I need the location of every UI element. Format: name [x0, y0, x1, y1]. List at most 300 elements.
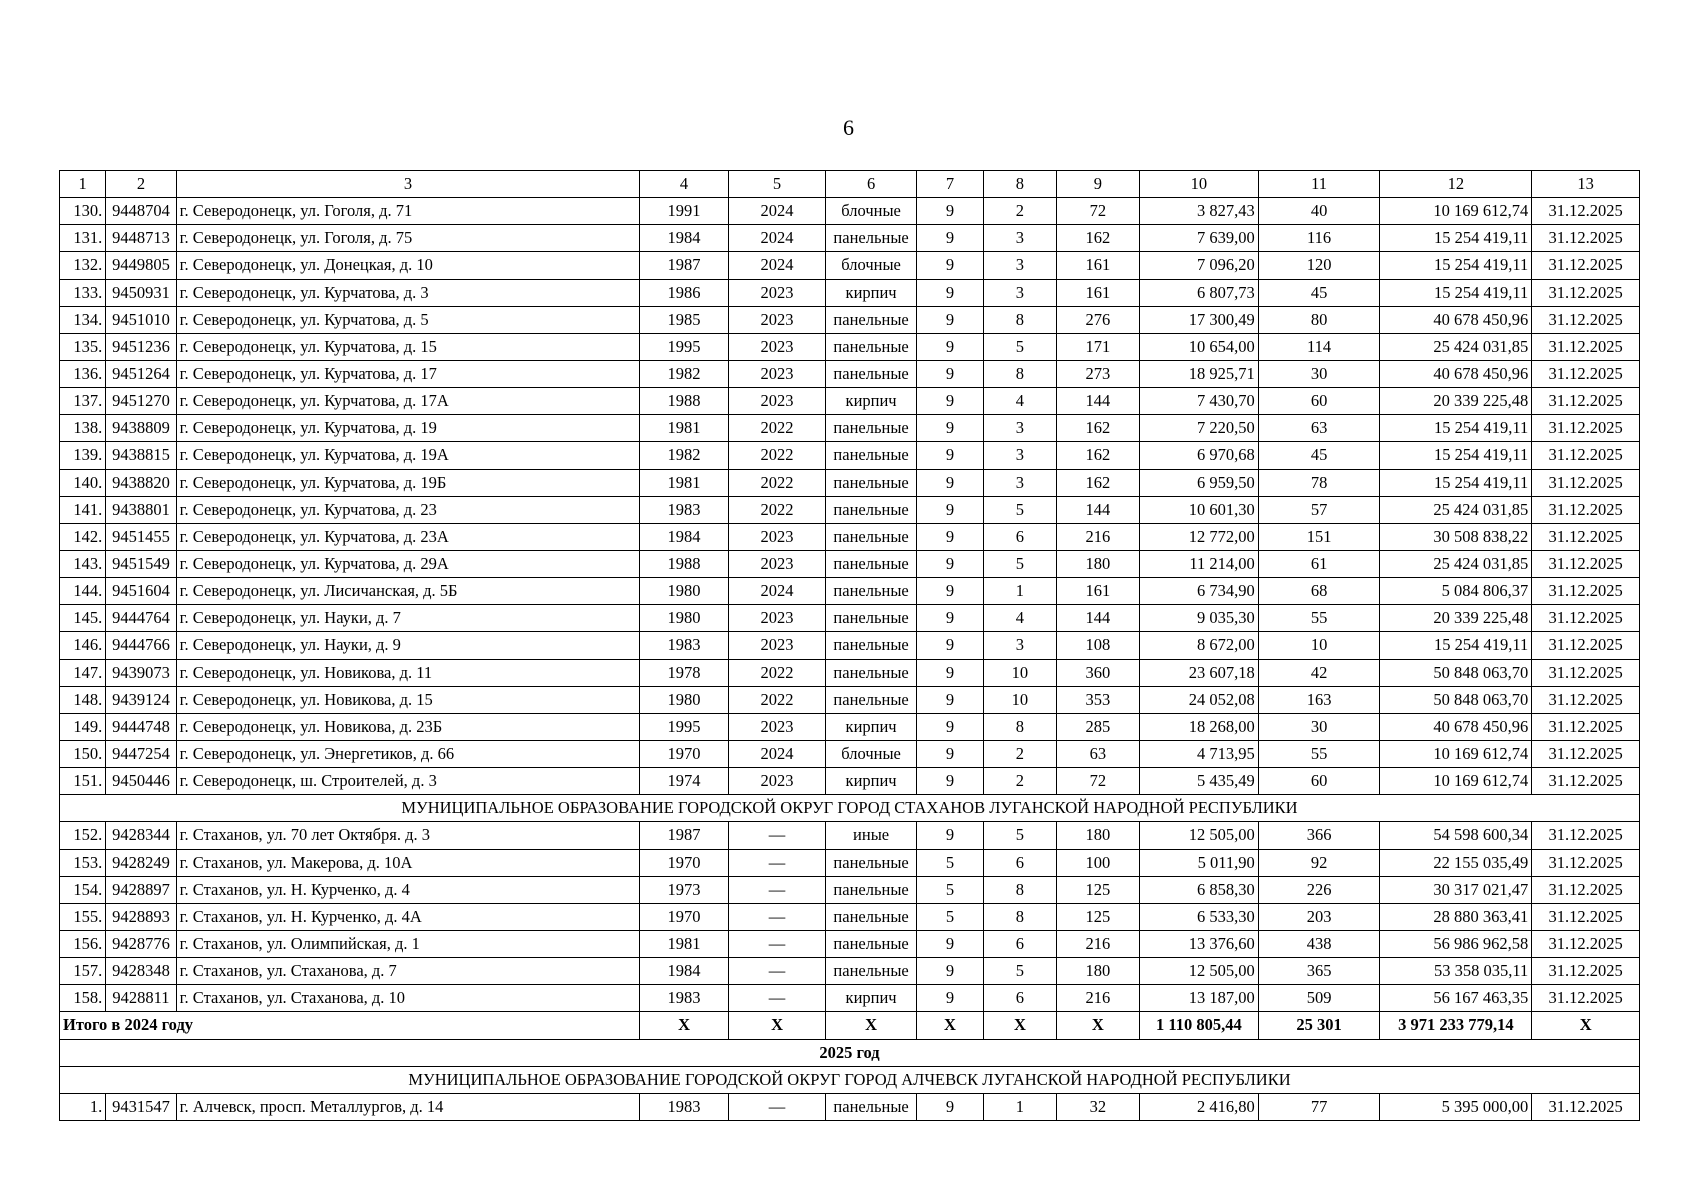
- table-row: [60, 903, 1640, 930]
- table-cell: 1980: [640, 686, 729, 713]
- table-cell: 2022: [728, 496, 826, 523]
- table-cell: 9438815: [106, 442, 176, 469]
- table-cell: 9: [916, 496, 983, 523]
- table-cell: г. Северодонецк, ул. Курчатова, д. 19Б: [176, 469, 640, 496]
- table-cell: 2023: [728, 605, 826, 632]
- table-cell: 9: [916, 306, 983, 333]
- table-cell: 9444764: [106, 605, 176, 632]
- table-cell: 162: [1056, 225, 1139, 252]
- total-cell: Х: [826, 1012, 917, 1039]
- table-row: [60, 686, 1640, 713]
- table-cell: 5: [984, 496, 1056, 523]
- table-cell: г. Стаханов, ул. Олимпийская, д. 1: [176, 930, 640, 957]
- table-cell: 1980: [640, 578, 729, 605]
- table-cell: 15 254 419,11: [1380, 252, 1532, 279]
- table-cell: 15 254 419,11: [1380, 279, 1532, 306]
- table-cell: 1984: [640, 958, 729, 985]
- table-cell: 1987: [640, 252, 729, 279]
- table-cell: 9451455: [106, 523, 176, 550]
- column-number-cell: 5: [728, 171, 826, 198]
- table-cell: 137.: [60, 388, 106, 415]
- table-cell: 171: [1056, 333, 1139, 360]
- table-cell: 31.12.2025: [1532, 279, 1640, 306]
- table-cell: 15 254 419,11: [1380, 225, 1532, 252]
- table-cell: 18 268,00: [1140, 713, 1259, 740]
- total-cell: Х: [1056, 1012, 1139, 1039]
- column-number-cell: 13: [1532, 171, 1640, 198]
- table-cell: г. Северодонецк, ул. Курчатова, д. 19: [176, 415, 640, 442]
- column-number-cell: 2: [106, 171, 176, 198]
- table-cell: 30: [1258, 713, 1380, 740]
- table-cell: 5: [916, 849, 983, 876]
- table-cell: 9451604: [106, 578, 176, 605]
- table-cell: 5: [916, 876, 983, 903]
- table-cell: 2024: [728, 740, 826, 767]
- table-cell: 92: [1258, 849, 1380, 876]
- table-cell: 9438801: [106, 496, 176, 523]
- table-cell: 12 772,00: [1140, 523, 1259, 550]
- table-cell: 31.12.2025: [1532, 930, 1640, 957]
- table-cell: 7 430,70: [1140, 388, 1259, 415]
- table-cell: —: [728, 958, 826, 985]
- table-cell: 31.12.2025: [1532, 225, 1640, 252]
- table-cell: 13 376,60: [1140, 930, 1259, 957]
- table-cell: г. Северодонецк, ул. Гоголя, д. 71: [176, 198, 640, 225]
- table-cell: 31.12.2025: [1532, 306, 1640, 333]
- table-row: [60, 360, 1640, 387]
- table-cell: 78: [1258, 469, 1380, 496]
- table-cell: 138.: [60, 415, 106, 442]
- table-cell: 360: [1056, 659, 1139, 686]
- table-cell: панельные: [826, 360, 917, 387]
- table-cell: г. Стаханов, ул. 70 лет Октября. д. 3: [176, 822, 640, 849]
- table-cell: панельные: [826, 523, 917, 550]
- table-cell: 2: [984, 768, 1056, 795]
- table-cell: г. Северодонецк, ш. Строителей, д. 3: [176, 768, 640, 795]
- table-cell: панельные: [826, 605, 917, 632]
- table-cell: 1995: [640, 713, 729, 740]
- table-cell: 1988: [640, 388, 729, 415]
- table-cell: 13 187,00: [1140, 985, 1259, 1012]
- total-row: [60, 1012, 1640, 1039]
- table-cell: 1995: [640, 333, 729, 360]
- table-cell: 2: [984, 198, 1056, 225]
- table-cell: 40 678 450,96: [1380, 360, 1532, 387]
- table-cell: 31.12.2025: [1532, 985, 1640, 1012]
- table-cell: панельные: [826, 442, 917, 469]
- table-cell: 9: [916, 605, 983, 632]
- table-cell: 22 155 035,49: [1380, 849, 1532, 876]
- column-number-cell: 4: [640, 171, 729, 198]
- table-cell: 31.12.2025: [1532, 388, 1640, 415]
- table-cell: 161: [1056, 252, 1139, 279]
- table-body: [60, 171, 1640, 1121]
- table-cell: 8: [984, 360, 1056, 387]
- table-cell: 6 807,73: [1140, 279, 1259, 306]
- table-cell: панельные: [826, 930, 917, 957]
- table-cell: 203: [1258, 903, 1380, 930]
- table-cell: 142.: [60, 523, 106, 550]
- table-cell: 7 639,00: [1140, 225, 1259, 252]
- table-cell: 276: [1056, 306, 1139, 333]
- table-cell: 31.12.2025: [1532, 496, 1640, 523]
- table-cell: блочные: [826, 198, 917, 225]
- table-cell: 131.: [60, 225, 106, 252]
- table-cell: панельные: [826, 903, 917, 930]
- table-cell: 1981: [640, 930, 729, 957]
- table-cell: 116: [1258, 225, 1380, 252]
- table-cell: 63: [1056, 740, 1139, 767]
- table-cell: 1983: [640, 496, 729, 523]
- table-cell: 10 169 612,74: [1380, 198, 1532, 225]
- table-cell: 9450446: [106, 768, 176, 795]
- table-cell: 1974: [640, 768, 729, 795]
- table-cell: 15 254 419,11: [1380, 415, 1532, 442]
- table-cell: 1982: [640, 360, 729, 387]
- table-row: [60, 252, 1640, 279]
- table-cell: 9: [916, 659, 983, 686]
- table-cell: кирпич: [826, 279, 917, 306]
- table-cell: панельные: [826, 306, 917, 333]
- total-label: Итого в 2024 году: [60, 1012, 640, 1039]
- table-cell: 30: [1258, 360, 1380, 387]
- table-cell: г. Северодонецк, ул. Курчатова, д. 17А: [176, 388, 640, 415]
- table-cell: 133.: [60, 279, 106, 306]
- table-cell: 53 358 035,11: [1380, 958, 1532, 985]
- table-row: [60, 388, 1640, 415]
- table-cell: 125: [1056, 903, 1139, 930]
- table-cell: 8: [984, 713, 1056, 740]
- table-cell: 9: [916, 442, 983, 469]
- table-cell: 1984: [640, 225, 729, 252]
- table-cell: 57: [1258, 496, 1380, 523]
- table-cell: 1978: [640, 659, 729, 686]
- table-cell: 1: [984, 1093, 1056, 1120]
- table-cell: 9: [916, 550, 983, 577]
- table-cell: 5 395 000,00: [1380, 1093, 1532, 1120]
- table-cell: 9428811: [106, 985, 176, 1012]
- table-cell: 3: [984, 469, 1056, 496]
- table-row: [60, 713, 1640, 740]
- table-row: [60, 578, 1640, 605]
- table-cell: 144: [1056, 605, 1139, 632]
- table-cell: 7 096,20: [1140, 252, 1259, 279]
- table-cell: 2: [984, 740, 1056, 767]
- table-cell: —: [728, 849, 826, 876]
- table-row: [60, 768, 1640, 795]
- table-cell: 273: [1056, 360, 1139, 387]
- table-cell: 438: [1258, 930, 1380, 957]
- table-cell: 10: [1258, 632, 1380, 659]
- table-cell: 6 959,50: [1140, 469, 1259, 496]
- table-cell: 60: [1258, 768, 1380, 795]
- table-cell: 6 970,68: [1140, 442, 1259, 469]
- table-cell: 108: [1056, 632, 1139, 659]
- table-cell: блочные: [826, 740, 917, 767]
- table-cell: 1982: [640, 442, 729, 469]
- table-cell: 147.: [60, 659, 106, 686]
- table-cell: 9448704: [106, 198, 176, 225]
- table-cell: 146.: [60, 632, 106, 659]
- section-heading-alchevsk-cell: МУНИЦИПАЛЬНОЕ ОБРАЗОВАНИЕ ГОРОДСКОЙ ОКРУГ ГОРОД АЛЧЕВСК ЛУГАНСКОЙ НАРОДНОЙ РЕСПУБЛИКИ: [60, 1066, 1640, 1093]
- table-cell: 80: [1258, 306, 1380, 333]
- table-cell: 9444766: [106, 632, 176, 659]
- table-cell: панельные: [826, 686, 917, 713]
- table-cell: 9: [916, 578, 983, 605]
- table-cell: 163: [1258, 686, 1380, 713]
- table-cell: 144: [1056, 388, 1139, 415]
- table-cell: кирпич: [826, 985, 917, 1012]
- table-cell: 28 880 363,41: [1380, 903, 1532, 930]
- table-cell: 8: [984, 306, 1056, 333]
- housing-register-table: [59, 170, 1640, 1121]
- table-cell: 9439073: [106, 659, 176, 686]
- table-cell: 31.12.2025: [1532, 198, 1640, 225]
- table-cell: 3: [984, 415, 1056, 442]
- table-row: [60, 550, 1640, 577]
- table-cell: 9: [916, 1093, 983, 1120]
- column-number-cell: 1: [60, 171, 106, 198]
- table-cell: 12 505,00: [1140, 822, 1259, 849]
- table-cell: 30 317 021,47: [1380, 876, 1532, 903]
- year-heading-cell: 2025 год: [60, 1039, 1640, 1066]
- year-heading: [60, 1039, 1640, 1066]
- table-cell: 2022: [728, 659, 826, 686]
- table-cell: 6: [984, 985, 1056, 1012]
- table-cell: 9: [916, 686, 983, 713]
- table-cell: панельные: [826, 958, 917, 985]
- total-cell: 1 110 805,44: [1140, 1012, 1259, 1039]
- table-cell: 226: [1258, 876, 1380, 903]
- table-cell: кирпич: [826, 713, 917, 740]
- table-cell: 1970: [640, 903, 729, 930]
- table-cell: 10: [984, 686, 1056, 713]
- table-cell: панельные: [826, 469, 917, 496]
- table-cell: 31.12.2025: [1532, 876, 1640, 903]
- table-cell: 31.12.2025: [1532, 578, 1640, 605]
- table-row: [60, 198, 1640, 225]
- table-cell: 1970: [640, 849, 729, 876]
- table-cell: 31.12.2025: [1532, 469, 1640, 496]
- table-cell: 125: [1056, 876, 1139, 903]
- table-row: [60, 333, 1640, 360]
- table-cell: 31.12.2025: [1532, 768, 1640, 795]
- table-cell: панельные: [826, 333, 917, 360]
- table-cell: 5: [984, 333, 1056, 360]
- table-cell: 31.12.2025: [1532, 333, 1640, 360]
- table-cell: 30 508 838,22: [1380, 523, 1532, 550]
- table-cell: 3: [984, 442, 1056, 469]
- table-cell: 162: [1056, 415, 1139, 442]
- table-cell: 9: [916, 768, 983, 795]
- table-cell: г. Северодонецк, ул. Курчатова, д. 19А: [176, 442, 640, 469]
- table-cell: панельные: [826, 849, 917, 876]
- table-cell: 1983: [640, 985, 729, 1012]
- table-cell: 162: [1056, 442, 1139, 469]
- table-cell: 15 254 419,11: [1380, 632, 1532, 659]
- table-cell: 2023: [728, 632, 826, 659]
- table-cell: 2024: [728, 225, 826, 252]
- table-cell: 45: [1258, 442, 1380, 469]
- table-cell: 1970: [640, 740, 729, 767]
- table-cell: 216: [1056, 523, 1139, 550]
- table-cell: 1983: [640, 1093, 729, 1120]
- table-cell: панельные: [826, 578, 917, 605]
- table-cell: 9428348: [106, 958, 176, 985]
- table-cell: 31.12.2025: [1532, 632, 1640, 659]
- column-number-cell: 9: [1056, 171, 1139, 198]
- table-cell: г. Северодонецк, ул. Новикова, д. 11: [176, 659, 640, 686]
- table-cell: 42: [1258, 659, 1380, 686]
- table-cell: 5: [984, 550, 1056, 577]
- table-cell: 2023: [728, 279, 826, 306]
- table-cell: 5: [984, 822, 1056, 849]
- table-cell: 11 214,00: [1140, 550, 1259, 577]
- table-cell: г. Северодонецк, ул. Курчатова, д. 15: [176, 333, 640, 360]
- table-row: [60, 225, 1640, 252]
- table-row: [60, 605, 1640, 632]
- table-cell: 10 169 612,74: [1380, 740, 1532, 767]
- table-cell: панельные: [826, 659, 917, 686]
- table-cell: 9: [916, 632, 983, 659]
- table-cell: 23 607,18: [1140, 659, 1259, 686]
- table-cell: 2024: [728, 252, 826, 279]
- column-number-cell: 10: [1140, 171, 1259, 198]
- table-cell: 3 827,43: [1140, 198, 1259, 225]
- table-cell: г. Северодонецк, ул. Курчатова, д. 3: [176, 279, 640, 306]
- table-cell: г. Стаханов, ул. Стаханова, д. 7: [176, 958, 640, 985]
- table-cell: 2024: [728, 198, 826, 225]
- table-cell: иные: [826, 822, 917, 849]
- table-cell: 2 416,80: [1140, 1093, 1259, 1120]
- table-row: [60, 496, 1640, 523]
- table-cell: 2023: [728, 768, 826, 795]
- table-cell: г. Северодонецк, ул. Науки, д. 9: [176, 632, 640, 659]
- total-cell: 25 301: [1258, 1012, 1380, 1039]
- table-cell: 31.12.2025: [1532, 360, 1640, 387]
- table-cell: 6 858,30: [1140, 876, 1259, 903]
- table-cell: 366: [1258, 822, 1380, 849]
- table-cell: 156.: [60, 930, 106, 957]
- table-cell: 77: [1258, 1093, 1380, 1120]
- table-cell: 50 848 063,70: [1380, 659, 1532, 686]
- table-cell: 9428897: [106, 876, 176, 903]
- table-cell: 31.12.2025: [1532, 252, 1640, 279]
- table-cell: 120: [1258, 252, 1380, 279]
- table-cell: г. Стаханов, ул. Стаханова, д. 10: [176, 985, 640, 1012]
- table-cell: 12 505,00: [1140, 958, 1259, 985]
- table-cell: г. Стаханов, ул. Макерова, д. 10А: [176, 849, 640, 876]
- table-cell: 2023: [728, 550, 826, 577]
- table-cell: 9451264: [106, 360, 176, 387]
- table-cell: 10: [984, 659, 1056, 686]
- column-number-cell: 3: [176, 171, 640, 198]
- table-row: [60, 632, 1640, 659]
- table-cell: 5: [984, 958, 1056, 985]
- table-cell: 55: [1258, 605, 1380, 632]
- total-cell: Х: [916, 1012, 983, 1039]
- table-cell: 9451010: [106, 306, 176, 333]
- table-cell: блочные: [826, 252, 917, 279]
- table-cell: 2022: [728, 415, 826, 442]
- table-row: [60, 740, 1640, 767]
- table-cell: 9: [916, 415, 983, 442]
- table-cell: 31.12.2025: [1532, 686, 1640, 713]
- table-cell: 9450931: [106, 279, 176, 306]
- table-cell: 143.: [60, 550, 106, 577]
- table-cell: 15 254 419,11: [1380, 469, 1532, 496]
- table-cell: 25 424 031,85: [1380, 333, 1532, 360]
- table-cell: 2023: [728, 523, 826, 550]
- table-cell: —: [728, 1093, 826, 1120]
- table-row: [60, 469, 1640, 496]
- table-cell: 9447254: [106, 740, 176, 767]
- table-cell: 180: [1056, 822, 1139, 849]
- table-cell: г. Стаханов, ул. Н. Курченко, д. 4: [176, 876, 640, 903]
- table-cell: 1983: [640, 632, 729, 659]
- column-number-cell: 11: [1258, 171, 1380, 198]
- table-cell: 150.: [60, 740, 106, 767]
- table-cell: 31.12.2025: [1532, 442, 1640, 469]
- column-number-cell: 7: [916, 171, 983, 198]
- table-cell: 5: [916, 903, 983, 930]
- table-cell: 8 672,00: [1140, 632, 1259, 659]
- table-cell: 10 654,00: [1140, 333, 1259, 360]
- table-cell: 9439124: [106, 686, 176, 713]
- table-row: [60, 822, 1640, 849]
- table-cell: 152.: [60, 822, 106, 849]
- table-cell: 135.: [60, 333, 106, 360]
- column-number-cell: 12: [1380, 171, 1532, 198]
- table-cell: 141.: [60, 496, 106, 523]
- total-cell: Х: [1532, 1012, 1640, 1039]
- table-row: [60, 659, 1640, 686]
- table-cell: 2022: [728, 442, 826, 469]
- table-cell: 3: [984, 225, 1056, 252]
- table-cell: 6: [984, 849, 1056, 876]
- table-cell: 25 424 031,85: [1380, 550, 1532, 577]
- table-cell: г. Северодонецк, ул. Курчатова, д. 29А: [176, 550, 640, 577]
- table-cell: 180: [1056, 958, 1139, 985]
- table-cell: 148.: [60, 686, 106, 713]
- page-number: 6: [843, 115, 854, 140]
- table-cell: г. Северодонецк, ул. Новикова, д. 15: [176, 686, 640, 713]
- table-cell: панельные: [826, 415, 917, 442]
- table-cell: 31.12.2025: [1532, 523, 1640, 550]
- table-cell: 2024: [728, 578, 826, 605]
- table-cell: 4: [984, 388, 1056, 415]
- section-heading-alchevsk: [60, 1066, 1640, 1093]
- table-cell: 145.: [60, 605, 106, 632]
- table-cell: 6 734,90: [1140, 578, 1259, 605]
- table-cell: г. Стаханов, ул. Н. Курченко, д. 4А: [176, 903, 640, 930]
- table-cell: 8: [984, 903, 1056, 930]
- table-cell: 6: [984, 523, 1056, 550]
- table-cell: 1984: [640, 523, 729, 550]
- table-cell: 9: [916, 469, 983, 496]
- table-cell: 54 598 600,34: [1380, 822, 1532, 849]
- table-row: [60, 876, 1640, 903]
- table-cell: г. Северодонецк, ул. Донецкая, д. 10: [176, 252, 640, 279]
- table-cell: 31.12.2025: [1532, 415, 1640, 442]
- table-cell: 139.: [60, 442, 106, 469]
- table-cell: 10 601,30: [1140, 496, 1259, 523]
- table-cell: 17 300,49: [1140, 306, 1259, 333]
- table-cell: 216: [1056, 985, 1139, 1012]
- table-cell: г. Северодонецк, ул. Новикова, д. 23Б: [176, 713, 640, 740]
- table-cell: 3: [984, 279, 1056, 306]
- table-row: [60, 415, 1640, 442]
